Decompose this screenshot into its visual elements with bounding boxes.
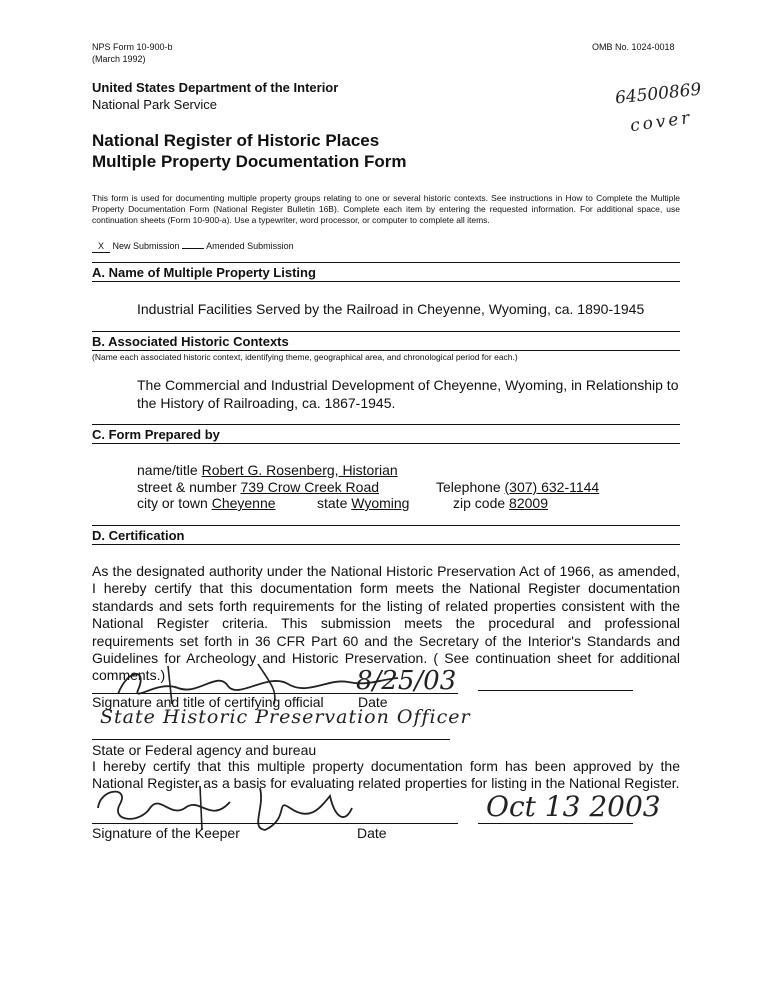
form-title-line1: National Register of Historic Places xyxy=(92,131,380,150)
name-title-value: Robert G. Rosenberg, Historian xyxy=(201,462,398,478)
state-row xyxy=(317,494,409,512)
historic-context-line2: the History of Railroading, ca. 1867-1945. xyxy=(137,395,396,411)
agency-label: State or Federal agency and bureau xyxy=(92,742,317,758)
section-b-top-rule xyxy=(92,331,680,332)
handwritten-ref-number: 64500869 xyxy=(614,79,703,109)
city-label: city or town xyxy=(137,495,208,511)
name-title-row xyxy=(137,461,398,479)
section-b-bottom-rule xyxy=(92,350,680,351)
state-value: Wyoming xyxy=(351,495,410,511)
section-c-top-rule xyxy=(92,424,680,425)
street-label: street & number xyxy=(137,479,237,495)
keeper-date-label: Date xyxy=(357,825,387,841)
section-a-bottom-rule xyxy=(92,281,680,282)
form-title-line2: Multiple Property Documentation Form xyxy=(92,152,407,171)
telephone-label: Telephone xyxy=(436,479,501,495)
handwritten-cover-note: cover xyxy=(628,107,694,137)
zip-value: 82009 xyxy=(509,495,548,511)
date-line xyxy=(478,690,633,691)
omb-number: OMB No. 1024-0018 xyxy=(592,42,675,52)
section-b-heading: B. Associated Historic Contexts xyxy=(92,334,289,349)
name-title-label: name/title xyxy=(137,462,198,478)
multiple-property-name: Industrial Facilities Served by the Railroad in Cheyenne, Wyoming, ca. 1890-1945 xyxy=(137,301,645,317)
new-submission-mark: X xyxy=(92,241,110,253)
keeper-date-handwritten: Oct 13 2003 xyxy=(486,790,661,823)
form-date: (March 1992) xyxy=(92,54,146,64)
form-number: NPS Form 10-900-b xyxy=(92,42,173,52)
new-submission-label: New Submission xyxy=(112,241,180,251)
keeper-date-line xyxy=(478,823,633,824)
section-a-heading: A. Name of Multiple Property Listing xyxy=(92,265,316,280)
section-d-top-rule xyxy=(92,525,680,526)
submission-type xyxy=(92,241,294,253)
historic-context-line1: The Commercial and Industrial Development of Cheyenne, Wyoming, in Relationship to xyxy=(137,377,679,393)
certification-paragraph: As the designated authority under the National Historic Preservation Act of 1966, as amended, I hereby certify that this documentation form meets the National Register documentation standards and sets forth requirements for the listing of related properties consistent with the National Register criteria. This submission meets the procedural and professional requirements set forth in 36 CFR Part 60 and the Secretary of the Interior's Standards and Guidelines for Archeology and Historic Preservation. ( See continuation sheet for additional comments.) xyxy=(92,563,680,684)
department-name: United States Department of the Interior xyxy=(92,80,339,95)
signature-label: Signature and title of certifying official xyxy=(92,694,324,710)
city-value: Cheyenne xyxy=(211,495,276,511)
intro-instructions: This form is used for documenting multiple property groups relating to one or several historic contexts. See instructions in How to Complete the Multiple Property Documentation Form (National Register Bulletin 16B). Complete each item by entering the requested information. For additional space, use continuation sheets (Form 10-900-a). Use a typewriter, word processor, or computer to complete all items. xyxy=(92,193,680,225)
official-signature-date: 8/25/03 xyxy=(356,666,457,696)
section-a-top-rule xyxy=(92,262,680,263)
service-name: National Park Service xyxy=(92,97,217,112)
zip-row xyxy=(453,494,548,512)
official-title-handwritten: State Historic Preservation Officer xyxy=(100,706,471,728)
section-d-heading: D. Certification xyxy=(92,528,185,543)
keeper-paragraph: I hereby certify that this multiple property documentation form has been approved by the National Register as a basis for evaluating related properties for listing in the National Register. xyxy=(92,758,680,792)
telephone-value: (307) 632-1144 xyxy=(504,479,600,495)
signature-date-label: Date xyxy=(358,694,388,710)
section-c-bottom-rule xyxy=(92,443,680,444)
section-d-bottom-rule xyxy=(92,544,680,545)
state-label: state xyxy=(317,495,348,511)
section-c-heading: C. Form Prepared by xyxy=(92,427,220,442)
city-row xyxy=(137,494,276,512)
amended-submission-label: Amended Submission xyxy=(206,241,294,251)
section-b-note: (Name each associated historic context, identifying theme, geographical area, and chronological period for each.) xyxy=(92,352,518,362)
keeper-label: Signature of the Keeper xyxy=(92,825,240,841)
zip-label: zip code xyxy=(453,495,506,511)
agency-line xyxy=(92,739,450,740)
street-value: 739 Crow Creek Road xyxy=(240,479,380,495)
